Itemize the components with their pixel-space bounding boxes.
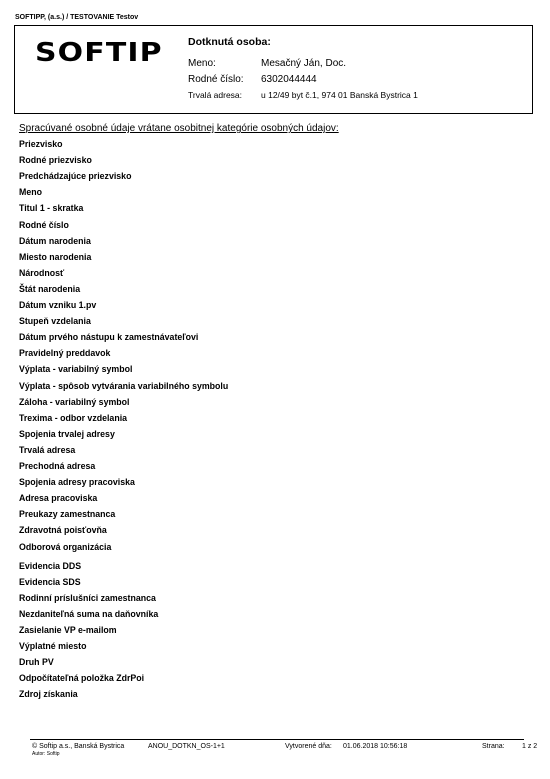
report-header-title: SOFTIPP, (a.s.) / TESTOVANIE Testov <box>15 14 139 21</box>
person-heading: Dotknutá osoba: <box>188 36 271 48</box>
field-item: Meno <box>19 187 42 198</box>
footer-created-value: 01.06.2018 10:56:18 <box>343 743 408 750</box>
field-item: Zasielanie VP e-mailom <box>19 625 117 635</box>
softip-logo: SOFTIP <box>35 38 163 68</box>
footer-page-label: Strana: <box>482 743 505 750</box>
footer-divider <box>30 739 524 740</box>
person-info-box <box>14 25 533 114</box>
field-item: Evidencia SDS <box>19 576 81 587</box>
field-item: Druh PV <box>19 657 54 668</box>
birth-number-value: 6302044444 <box>261 74 317 85</box>
field-item: Trexima - odbor vzdelania <box>19 412 128 423</box>
field-item: Spojenia adresy pracoviska <box>19 477 135 488</box>
section-title: Spracúvané osobné údaje vrátane osobitnej kategórie osobných údajov: <box>19 123 339 134</box>
field-item: Štát narodenia <box>19 283 81 294</box>
field-item: Priezvisko <box>19 139 63 149</box>
field-item: Preukazy zamestnanca <box>19 509 116 520</box>
footer-page-value: 1 z 2 <box>522 743 538 750</box>
field-item: Dátum vzniku 1.pv <box>19 300 97 310</box>
field-item: Evidencia DDS <box>19 560 82 571</box>
birth-number-label: Rodné číslo: <box>188 74 244 85</box>
field-item: Titul 1 - skratka <box>19 203 84 214</box>
field-item: Trvalá adresa <box>19 444 76 455</box>
field-item: Spojenia trvalej adresy <box>19 428 115 439</box>
field-item: Národnosť <box>19 267 65 278</box>
field-item: Zdroj získania <box>19 689 78 700</box>
field-item: Prechodná adresa <box>19 461 96 471</box>
field-item: Miesto narodenia <box>19 251 92 262</box>
field-item: Výplata - spôsob vytvárania variabilného symbolu <box>19 380 229 391</box>
name-value: Mesačný Ján, Doc. <box>261 58 347 69</box>
field-item: Dátum narodenia <box>19 235 91 246</box>
field-item: Stupeň vzdelania <box>19 316 91 327</box>
field-item: Záloha - variabilný symbol <box>19 396 130 407</box>
field-item: Výplata - variabilný symbol <box>19 364 133 375</box>
footer-created-label: Vytvorené dňa: <box>285 743 332 750</box>
field-item: Adresa pracoviska <box>19 493 98 504</box>
field-item: Predchádzajúce priezvisko <box>19 171 132 182</box>
field-item: Rodné číslo <box>19 219 69 230</box>
address-label: Trvalá adresa: <box>188 90 243 100</box>
field-item: Výplatné miesto <box>19 641 87 652</box>
field-item: Pravidelný preddavok <box>19 348 111 359</box>
address-value: u 12/49 byt č.1, 974 01 Banská Bystrica 1 <box>261 90 418 100</box>
field-item: Zdravotná poisťovňa <box>19 525 107 536</box>
field-item: Rodinní príslušníci zamestnanca <box>19 592 156 603</box>
field-item: Rodné priezvisko <box>19 155 92 166</box>
footer-report-code: ANOU_DOTKN_OS-1+1 <box>148 743 225 750</box>
field-item: Odpočítateľná položka ZdrPoi <box>19 673 145 684</box>
name-label: Meno: <box>188 58 216 69</box>
footer-author: Autor: Softip <box>32 751 60 757</box>
field-item: Dátum prvého nástupu k zamestnávateľovi <box>19 332 199 343</box>
field-item: Odborová organizácia <box>19 541 112 552</box>
field-item: Nezdaniteľná suma na daňovníka <box>19 608 159 619</box>
footer-company: © Softip a.s., Banská Bystrica <box>32 743 125 750</box>
